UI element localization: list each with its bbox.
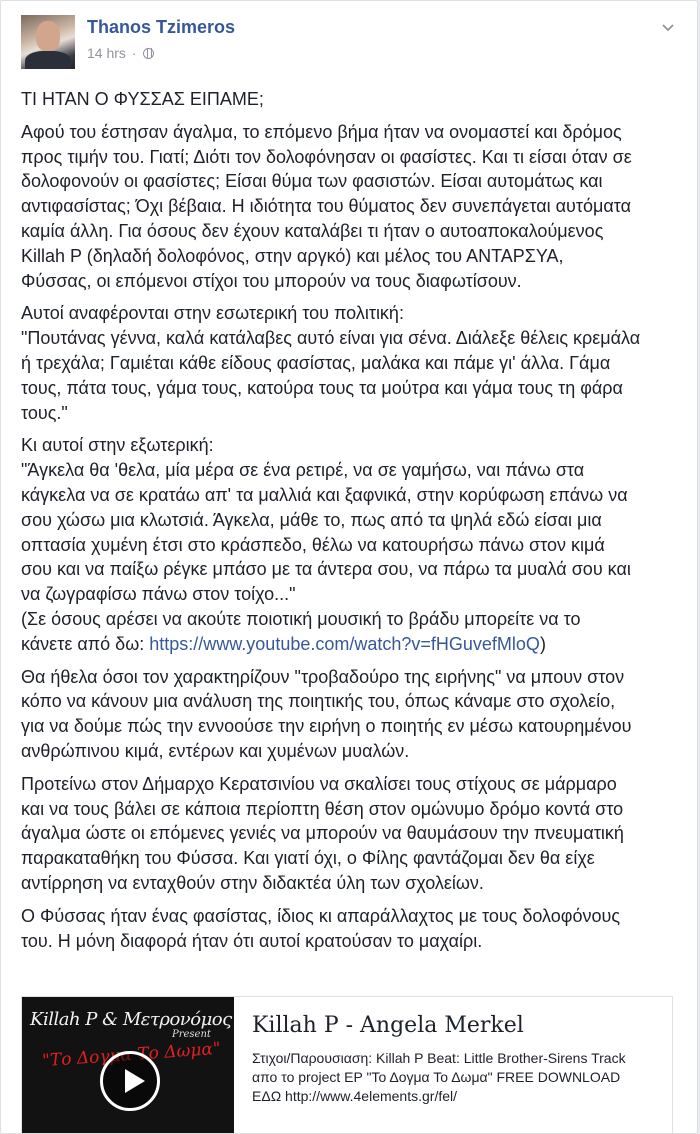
post-paragraph: Ο Φύσσας ήταν ένας φασίστας, ίδιος κι απαράλλαχτος με τους δολοφόνους του. Η μόνη διαφορά ήταν ότι αυτοί κρατούσαν το μαχαίρι. (21, 905, 620, 951)
shared-link-card[interactable] (21, 996, 673, 1134)
post-paragraph: Αυτοί αναφέρονται στην εσωτερική του πολιτική: "Πουτάνας γέννα, καλά κατάλαβες αυτό είναι για σένα. Διάλεξε θέλεις κρεμάλα ή τρεχάλα; Γαμιέται κάθε είδους φασίστας, μαλάκα και πάμε γι' άλλα. Γάμα τους, πάτα τους, γάμα τους, κατούρα τους τα μούτρα και γάμα τους τη φάρα τους." (21, 303, 641, 423)
external-text: Κι αυτοί στην εξωτερική: "Άγκελα θα 'θελα, μία μέρα σε ένα ρετιρέ, να σε γαμήσω, ναι πάνω στα κάγκελα να σε κρατάω απ' τα μαλλιά και ξαφνικά, στην κορύφωση επάνω να σου χώσω μια κλωτσιά. Άγκελα, μάθε το, πως από τα ψηλά εδώ είσαι μια οπτασία χυμένη έτσι στο κράσπεδο, θέλω να κατουρήσω πάνω στον κιμά σου και να παίξω ρέγκε μπάσο με τα άντερα σου, να πάρω τα μυαλά σου και να ζωγραφίσω πάνω στον τοίχο..." (Σε όσους αρέσει να ακούτε ποιοτική μουσική το βράδυ μπορείτε να το κάνετε από δω: (21, 435, 631, 654)
post-meta (87, 45, 154, 61)
avatar[interactable] (21, 15, 75, 69)
post-heading: ΤΙ ΗΤΑΝ Ο ΦΥΣΣΑΣ ΕΙΠΑΜΕ; (21, 89, 264, 109)
play-icon[interactable] (100, 1051, 160, 1111)
thumb-present: Present (172, 1029, 211, 1040)
youtube-link[interactable]: https://www.youtube.com/watch?v=fHGuvefMloQ (149, 633, 540, 654)
avatar-face (36, 21, 60, 51)
post-body (21, 87, 681, 961)
thumb-artist: Killah P & Μετρονόμος (30, 1009, 232, 1030)
thumb-album: "Το Δογμα Το Δωμα" (41, 1038, 222, 1072)
meta-separator: · (131, 45, 137, 61)
post-time[interactable]: 14 hrs (87, 45, 126, 61)
share-title[interactable]: Killah P - Angela Merkel (252, 1013, 524, 1038)
video-thumbnail[interactable] (22, 997, 234, 1134)
chevron-down-icon[interactable] (661, 21, 675, 35)
post-paragraph: Προτείνω στον Δήμαρχο Κερατσινίου να σκαλίσει τους στίχους σε μάρμαρο και να τους βάλει σε κάποια περίοπτη θέση στον ομώνυμο δρόμο κοντά στο άγαλμα ώστε οι επόμενες γενιές να μπορούν να θαυμάσουν την πνευματική παρακαταθήκη του Φύσσα. Και γιατί όχι, ο Φίλης φαντάζομαι δεν θα είχε αντίρρηση να ενταχθούν στην διδακτέα ύλη των σχολείων. (21, 773, 624, 893)
post-paragraph: Θα ήθελα όσοι τον χαρακτηρίζουν "τροβαδούρο της ειρήνης" να μπουν στον κόπο να κάνουν μια ανάλυση της ποιητικής του, όπως κάναμε στο σχολείο, για να δούμε πώς την εννοούσε την ειρήνη ο ποιητής εν μέσω κατουρημένου ανθρώπινου κιμά, εντέρων και χυμένων μυαλών. (21, 666, 632, 761)
avatar-shirt (25, 51, 71, 69)
share-description: Στιχοι/Παρουσιαση: Killah P Beat: Little Brother-Sirens Track απο το project EP "Το Δογμα Το Δωμα" FREE DOWNLOAD ΕΔΩ http://www.4elements.gr/fel/ (252, 1050, 626, 1104)
external-tail: ) (539, 633, 546, 654)
post-header (21, 15, 677, 71)
author-name[interactable]: Thanos Tzimeros (87, 17, 236, 37)
post-paragraph-external (21, 433, 681, 656)
post-paragraph: Αφού του έστησαν άγαλμα, το επόμενο βήμα ήταν να ονομαστεί και δρόμος προς τιμήν του. Γιατί; Διότι τον δολοφόνησαν οι φασίστες. Και τι είσαι όταν σε δολοφονούν οι φασίστες; Είσαι θύμα των φασιστών. Είσαι αυτομάτως και αντιφασίστας; Όχι βέβαια. Η ιδιότητα του θύματος δεν συνεπάγεται αυτόματα καμία άλλη. Για όσους δεν έχουν καταλάβει τι ήταν ο αυτοαποκαλούμενος Killah P (δηλαδή δολοφόνος, στην αργκό) και μέλος του ΑΝΤΑΡΣΥΑ, Φύσσας, οι επόμενοι στίχοι του μπορούν να τους διαφωτίσουν. (21, 121, 632, 291)
globe-icon[interactable] (143, 48, 154, 59)
